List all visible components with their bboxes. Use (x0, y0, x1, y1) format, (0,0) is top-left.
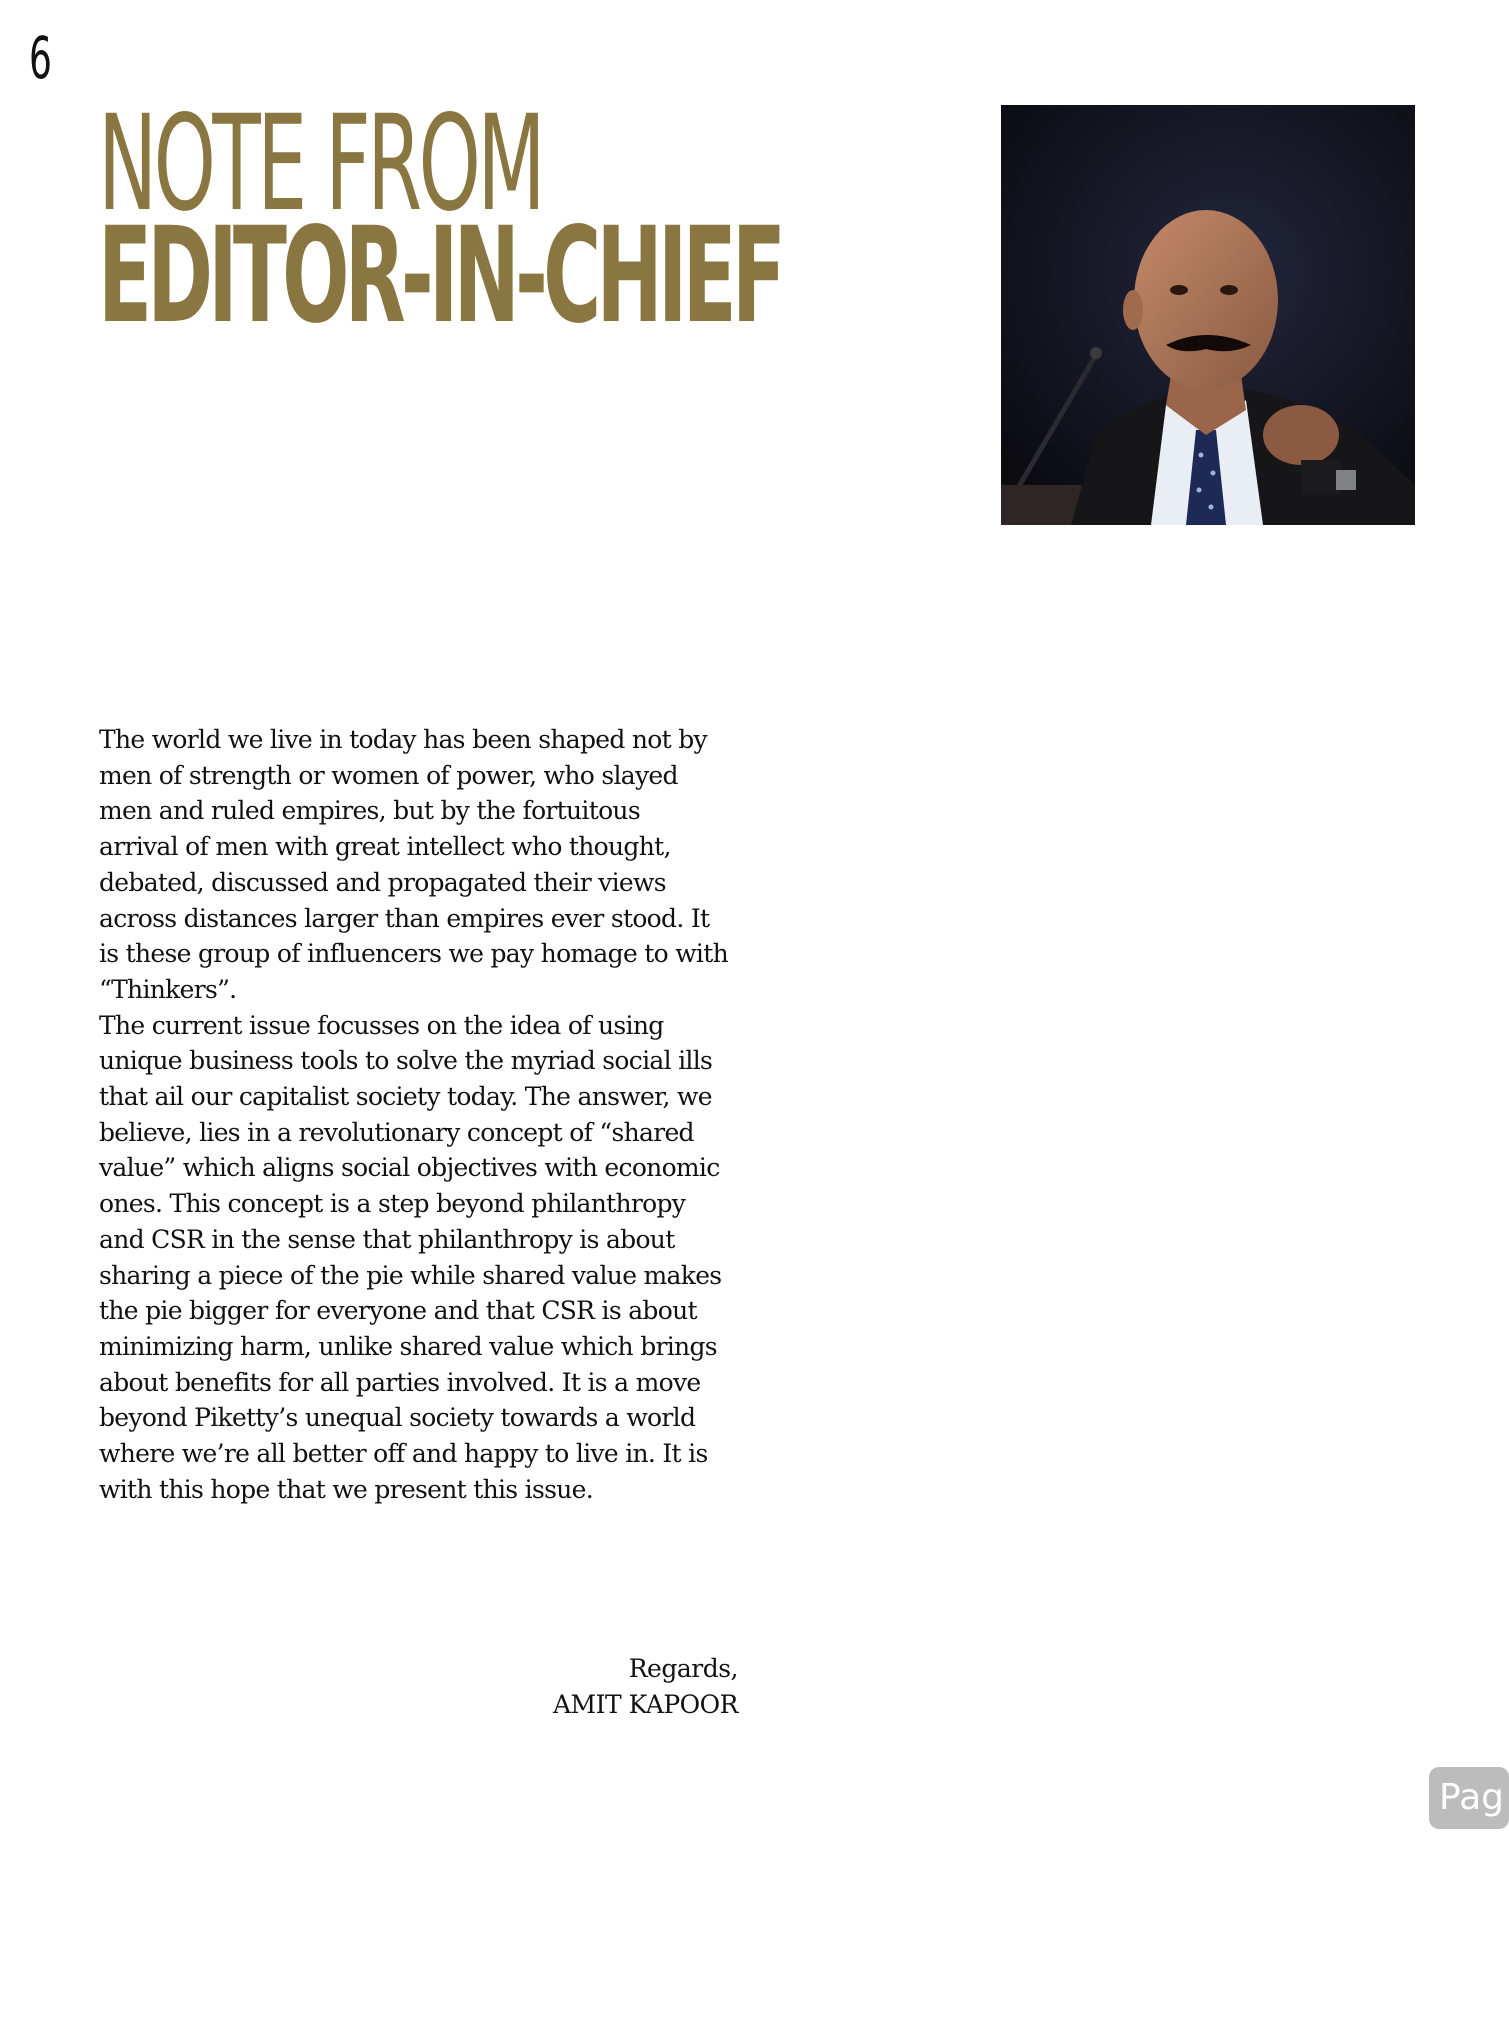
body-line: “Thinkers”. (99, 974, 237, 1004)
body-line: debated, discussed and propagated their views (99, 867, 666, 897)
body-line: The current issue focusses on the idea of using (99, 1010, 664, 1040)
body-line: minimizing harm, unlike shared value which brings (99, 1331, 717, 1361)
body-line: the pie bigger for everyone and that CSR is about (99, 1296, 697, 1326)
title-line-editor-in-chief: EDITOR-IN-CHIEF (98, 199, 782, 353)
body-line: unique business tools to solve the myriad social ills (99, 1046, 713, 1076)
body-line: that ail our capitalist society today. The answer, we (99, 1082, 712, 1112)
body-line: sharing a piece of the pie while shared value makes (99, 1260, 722, 1290)
body-line: where we’re all better off and happy to live in. It is (99, 1439, 708, 1469)
body-line: arrival of men with great intellect who thought, (99, 832, 671, 862)
signoff-name: AMIT KAPOOR (552, 1690, 738, 1719)
body-line: ones. This concept is a step beyond philanthropy (99, 1189, 686, 1219)
page-number: 6 (29, 24, 52, 92)
body-line: men and ruled empires, but by the fortuitous (99, 796, 640, 826)
body-line: with this hope that we present this issue. (99, 1474, 593, 1504)
body-line: about benefits for all parties involved. It is a move (99, 1367, 701, 1397)
title-line-note-from: NOTE FROM (98, 87, 543, 241)
body-line: and CSR in the sense that philanthropy is about (99, 1224, 675, 1254)
editor-portrait-photo (1001, 105, 1415, 525)
editorial-body-text (99, 722, 759, 1507)
body-line: The world we live in today has been shaped not by (99, 725, 707, 754)
body-line: value” which aligns social objectives with economic (99, 1153, 720, 1183)
body-line: across distances larger than empires ever stood. It (99, 903, 710, 933)
page-indicator-badge[interactable]: Pag (1429, 1767, 1509, 1829)
portrait-illustration (1001, 105, 1415, 525)
body-line: is these group of influencers we pay homage to with (99, 939, 728, 969)
body-line: beyond Piketty’s unequal society towards a world (99, 1403, 696, 1433)
body-line: believe, lies in a revolutionary concept of “shared (99, 1117, 694, 1147)
signoff-regards: Regards, (628, 1654, 738, 1683)
body-line: men of strength or women of power, who slayed (99, 760, 678, 790)
signoff (480, 1651, 738, 1723)
